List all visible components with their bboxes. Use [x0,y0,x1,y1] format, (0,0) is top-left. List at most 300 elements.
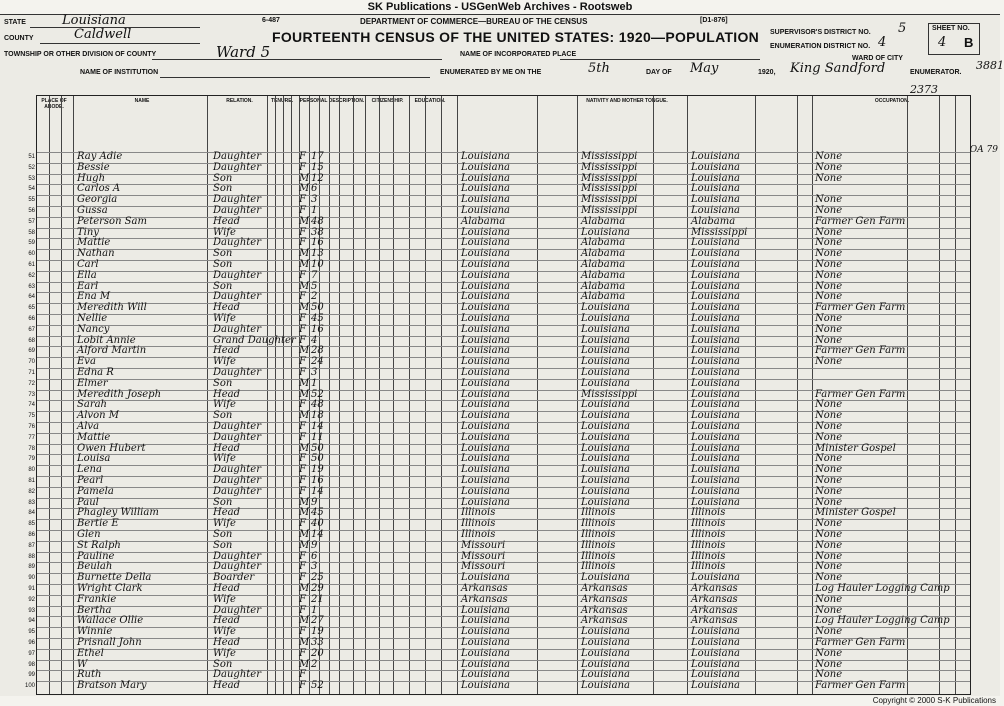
side-number-1: OA 79 [969,145,998,155]
cell-occ: Farmer Gen Farm [815,215,906,227]
cell-name: Eva [77,356,96,368]
cell-father: Louisiana [581,647,630,659]
cell-birth: Louisiana [461,388,510,400]
cell-name: Ethel [77,647,104,659]
cell-mother: Louisiana [691,367,740,378]
cell-occ: None [815,539,843,551]
cell-rel: Wife [213,453,236,465]
cell-occ: None [815,269,843,281]
cell-birth: Louisiana [461,475,510,486]
cell-mother: Alabama [691,215,736,227]
head-education: EDUCATION. [414,98,446,104]
cell-birth: Louisiana [461,302,510,314]
cell-father: Arkansas [581,604,628,616]
head-abode: PLACE OF ABODE. [41,98,67,110]
cell-age: 13 [311,248,324,260]
cell-mother: Illinois [691,507,726,519]
sheet-letter: B [964,35,974,50]
cell-age: 16 [311,475,324,486]
cell-birth: Louisiana [461,226,510,238]
cell-occ: None [815,496,843,508]
cell-rel: Daughter [213,561,261,573]
cell-birth: Louisiana [461,604,510,616]
cell-occ: None [815,550,843,562]
cell-father: Louisiana [581,302,630,314]
cell-birth: Louisiana [461,572,510,584]
row-number: 87 [28,542,35,549]
cell-rel: Daughter [213,367,261,378]
cell-rel: Daughter [213,161,261,173]
enum-day: 5th [588,61,610,76]
cell-father: Louisiana [581,572,630,584]
row-number: 99 [28,672,35,679]
row-number: 51 [28,154,35,160]
cell-rel: Head [213,442,241,454]
head-relation: RELATION. [226,98,253,104]
cell-mother: Arkansas [691,604,738,616]
cell-birth: Missouri [461,561,506,573]
cell-father: Louisiana [581,658,630,670]
grid-column-line [812,96,813,694]
cell-rel: Son [213,539,233,551]
grid-column-line [907,96,908,694]
cell-sex: M [299,507,310,519]
head-occupation: OCCUPATION. [874,98,910,104]
cell-father: Louisiana [581,442,630,454]
cell-mother: Louisiana [691,313,740,324]
row-number: 54 [28,186,35,193]
cell-occ: Farmer Gen Farm [815,302,906,314]
cell-occ: None [815,658,843,670]
cell-mother: Louisiana [691,475,740,486]
township-value: Ward 5 [216,43,271,61]
row-number: 97 [28,650,35,657]
cell-birth: Louisiana [461,669,510,681]
cell-name: Pearl [77,475,104,486]
cell-mother: Louisiana [691,151,740,162]
cell-birth: Missouri [461,539,506,551]
row-number: 60 [28,251,35,258]
cell-sex: F [299,151,306,162]
grid-column-line [797,96,798,694]
cell-name: St Ralph [77,539,121,551]
cell-name: Alford Martin [77,345,147,357]
cell-name: Ruth [77,669,102,681]
cell-mother: Arkansas [691,593,738,605]
cell-rel: Head [213,215,241,227]
cell-father: Illinois [581,529,616,540]
occupation-code: 2373 [910,83,938,96]
cell-occ: None [815,647,843,659]
cell-rel: Son [213,377,233,389]
cell-father: Louisiana [581,626,630,638]
cell-sex: F [299,421,306,432]
cell-mother: Louisiana [691,356,740,368]
row-number: 89 [28,564,35,571]
enum-district-value: 4 [878,35,887,50]
cell-mother: Louisiana [691,172,740,184]
cell-rel: Head [213,388,241,400]
grid-column-line [365,96,366,694]
cell-birth: Louisiana [461,442,510,454]
cell-birth: Arkansas [461,593,508,605]
cell-name: Pauline [77,550,115,562]
head-citizenship: CITIZENSHIP. [371,98,404,104]
cell-sex: F [299,453,306,465]
cell-sex: M [299,215,310,227]
cell-occ: None [815,356,843,368]
cell-age: 33 [311,637,324,648]
cell-occ: Log Hauler Logging Camp [815,583,950,594]
row-number: 72 [28,380,35,387]
cell-sex: M [299,410,310,422]
township-label: TOWNSHIP OR OTHER DIVISION OF COUNTY [4,51,157,58]
cell-rel: Head [213,345,241,357]
row-number: 100 [24,683,35,690]
sheet-label: SHEET NO. [932,25,970,32]
head-personal: PERSONAL DESCRIPTION. [299,98,365,104]
cell-age: 5 [311,280,318,292]
cell-age: 29 [311,583,324,594]
state-value: Louisiana [62,13,126,28]
cell-age: 15 [311,161,324,173]
row-number: 61 [28,262,35,268]
archive-banner: SK Publications - USGenWeb Archives - Rootsweb [367,1,633,13]
cell-occ: None [815,669,843,681]
cell-rel: Daughter [213,421,261,432]
cell-occ: None [815,593,843,605]
cell-sex: M [299,539,310,551]
cell-father: Arkansas [581,583,628,594]
cell-age: 48 [311,399,324,411]
cell-birth: Louisiana [461,280,510,292]
cell-birth: Louisiana [461,680,510,692]
cell-mother: Arkansas [691,583,738,594]
row-number: 55 [28,197,35,204]
form-code-2: [D1-876] [700,17,728,24]
institution-label: NAME OF INSTITUTION [80,69,159,76]
row-number: 53 [28,175,35,182]
cell-mother: Illinois [691,518,726,530]
cell-father: Mississippi [581,183,638,195]
row-number: 67 [28,326,35,333]
cell-father: Alabama [581,215,626,227]
day-of-label: DAY OF [646,69,672,76]
cell-rel: Wife [213,593,236,605]
row-number: 96 [28,640,35,646]
cell-birth: Louisiana [461,626,510,638]
cell-birth: Louisiana [461,172,510,184]
cell-age: 21 [311,593,324,605]
cell-birth: Louisiana [461,356,510,368]
cell-rel: Wife [213,226,236,238]
cell-name: Peterson Sam [77,215,147,227]
cell-sex: F [299,367,306,378]
cell-rel: Wife [213,313,236,324]
row-number: 63 [28,283,35,290]
cell-sex: F [299,323,306,335]
cell-name: Beulah [77,561,113,573]
row-number: 90 [28,575,35,582]
row-number: 98 [28,661,35,668]
row-number: 74 [28,402,35,409]
cell-birth: Louisiana [461,194,510,206]
cell-occ: None [815,518,843,530]
cell-rel: Head [213,680,241,692]
cell-mother: Louisiana [691,194,740,206]
cell-father: Louisiana [581,475,630,486]
cell-rel: Daughter [213,669,261,681]
cell-age: 16 [311,237,324,249]
cell-age: 19 [311,464,324,476]
cell-age: 16 [311,323,324,335]
cell-rel: Wife [213,399,236,411]
cell-occ: None [815,280,843,292]
cell-name: Owen Hubert [77,442,146,454]
row-number: 78 [28,445,35,452]
cell-father: Alabama [581,291,626,303]
cell-occ: None [815,151,843,162]
cell-mother: Illinois [691,539,726,551]
cell-name: Burnette Della [77,572,152,584]
census-sheet [0,13,1004,696]
cell-occ: Log Hauler Logging Camp [815,615,950,627]
cell-rel: Wife [213,356,236,368]
row-number: 88 [28,553,35,560]
sheet-value: 4 [938,35,947,50]
cell-occ: Farmer Gen Farm [815,345,906,357]
cell-rel: Son [213,259,233,270]
cell-occ: Minister Gospel [815,442,896,454]
cell-birth: Illinois [461,518,496,530]
cell-age: 28 [311,345,324,357]
cell-birth: Louisiana [461,453,510,465]
cell-rel: Daughter [213,269,261,281]
cell-occ: None [815,485,843,497]
cell-father: Louisiana [581,421,630,432]
cell-age: 40 [311,518,324,530]
cell-name: Mattie [77,237,111,249]
cell-sex: F [299,431,306,443]
cell-rel: Daughter [213,464,261,476]
cell-rel: Daughter [213,550,261,562]
grid-column-line [425,96,426,694]
cell-name: Sarah [77,399,107,411]
cell-age: 6 [311,183,318,195]
row-number: 79 [28,456,35,463]
cell-mother: Louisiana [691,431,740,443]
cell-age: 19 [311,626,324,638]
grid-column-line [687,96,688,694]
cell-father: Louisiana [581,377,630,389]
supervisor-value: 5 [898,21,907,36]
grid-column-line [267,96,268,694]
cell-mother: Louisiana [691,323,740,335]
cell-father: Alabama [581,269,626,281]
cell-mother: Louisiana [691,334,740,346]
grid-column-line [329,96,330,694]
cell-name: Alva [77,421,100,432]
cell-mother: Louisiana [691,399,740,411]
cell-birth: Louisiana [461,367,510,378]
row-number: 94 [28,618,35,625]
cell-name: Elmer [77,377,108,389]
cell-age: 14 [311,421,324,432]
cell-name: Nancy [77,323,110,335]
cell-rel: Wife [213,518,236,530]
cell-rel: Son [213,529,233,540]
cell-sex: F [299,680,306,692]
form-code: 6-487 [262,17,280,24]
cell-age: 14 [311,529,324,540]
cell-rel: Son [213,172,233,184]
row-number: 58 [28,229,35,236]
cell-age: 50 [311,453,324,465]
cell-father: Louisiana [581,485,630,497]
row-number: 62 [28,272,35,279]
cell-mother: Louisiana [691,205,740,216]
cell-sex: F [299,334,306,346]
cell-father: Louisiana [581,323,630,335]
cell-name: Alvon M [77,410,119,422]
cell-name: Bessie [77,161,110,173]
grid-column-line [291,96,292,694]
cell-occ: None [815,421,843,432]
cell-rel: Daughter [213,205,261,216]
cell-age: 25 [311,572,324,584]
cell-mother: Louisiana [691,485,740,497]
cell-age: 3 [311,367,318,378]
cell-birth: Louisiana [461,496,510,508]
cell-sex: M [299,615,310,627]
county-label: COUNTY [4,35,34,42]
cell-rel: Head [213,615,241,627]
cell-father: Illinois [581,539,616,551]
cell-mother: Louisiana [691,496,740,508]
cell-mother: Louisiana [691,259,740,270]
cell-name: Frankie [77,593,117,605]
cell-father: Louisiana [581,334,630,346]
cell-sex: M [299,280,310,292]
cell-age: 20 [311,647,324,659]
cell-age: 45 [311,507,324,519]
cell-sex: M [299,388,310,400]
cell-sex: F [299,205,306,216]
cell-father: Alabama [581,248,626,260]
year-label: 1920, [758,69,776,76]
cell-age: 3 [311,561,318,573]
cell-birth: Illinois [461,529,496,540]
cell-father: Louisiana [581,669,630,681]
row-number: 65 [28,305,35,312]
cell-rel: Son [213,496,233,508]
cell-occ: None [815,205,843,216]
cell-sex: F [299,604,306,616]
cell-mother: Louisiana [691,291,740,303]
cell-sex: M [299,637,310,648]
cell-rel: Head [213,507,241,519]
cell-birth: Louisiana [461,421,510,432]
cell-father: Louisiana [581,496,630,508]
cell-mother: Arkansas [691,615,738,627]
cell-name: Prisnall John [77,637,142,648]
cell-rel: Son [213,410,233,422]
cell-birth: Louisiana [461,323,510,335]
cell-birth: Louisiana [461,658,510,670]
cell-age: 17 [311,151,324,162]
cell-occ: None [815,453,843,465]
cell-mother: Louisiana [691,410,740,422]
cell-rel: Head [213,302,241,314]
cell-father: Louisiana [581,464,630,476]
cell-mother: Louisiana [691,464,740,476]
cell-name: Meredith Joseph [77,388,162,400]
cell-rel: Son [213,248,233,260]
cell-name: Bertha [77,604,112,616]
cell-name: Paul [77,496,99,508]
cell-mother: Louisiana [691,345,740,357]
cell-birth: Illinois [461,507,496,519]
cell-father: Louisiana [581,367,630,378]
cell-rel: Daughter [213,194,261,206]
cell-mother: Illinois [691,529,726,540]
cell-age: 38 [311,226,324,238]
cell-rel: Daughter [213,237,261,249]
cell-birth: Louisiana [461,313,510,324]
dept-title: DEPARTMENT OF COMMERCE—BUREAU OF THE CENSUS [360,17,588,26]
cell-father: Louisiana [581,345,630,357]
cell-sex: M [299,377,310,389]
row-number: 81 [28,478,35,484]
row-number: 83 [28,499,35,506]
cell-birth: Louisiana [461,377,510,389]
row-number: 69 [28,348,35,355]
cell-age: 11 [311,431,324,443]
cell-occ: None [815,313,843,324]
cell-birth: Louisiana [461,183,510,195]
cell-age: 1 [311,604,318,616]
county-value: Caldwell [74,27,132,42]
cell-birth: Louisiana [461,410,510,422]
cell-age: 2 [311,658,318,670]
cell-birth: Louisiana [461,248,510,260]
cell-birth: Louisiana [461,161,510,173]
cell-father: Louisiana [581,356,630,368]
incorporated-label: NAME OF INCORPORATED PLACE [460,51,577,58]
head-nativity: NATIVITY AND MOTHER TONGUE. [586,98,668,104]
cell-sex: F [299,626,306,638]
grid-column-line [283,96,284,694]
cell-age: 14 [311,485,324,497]
cell-name: Glen [77,529,101,540]
cell-father: Mississippi [581,172,638,184]
enumerator-label: ENUMERATOR. [910,69,962,76]
cell-occ: Farmer Gen Farm [815,637,906,648]
census-table [24,95,971,695]
row-number: 77 [28,434,35,441]
cell-name: Edna R [77,367,114,378]
cell-sex: M [299,442,310,454]
cell-birth: Louisiana [461,637,510,648]
cell-age: 7 [311,269,318,281]
cell-mother: Louisiana [691,161,740,173]
cell-birth: Louisiana [461,647,510,659]
grid-column-line [275,96,276,694]
cell-birth: Louisiana [461,334,510,346]
cell-rel: Head [213,637,241,648]
grid-column-line [49,96,50,694]
cell-sex: M [299,259,310,270]
